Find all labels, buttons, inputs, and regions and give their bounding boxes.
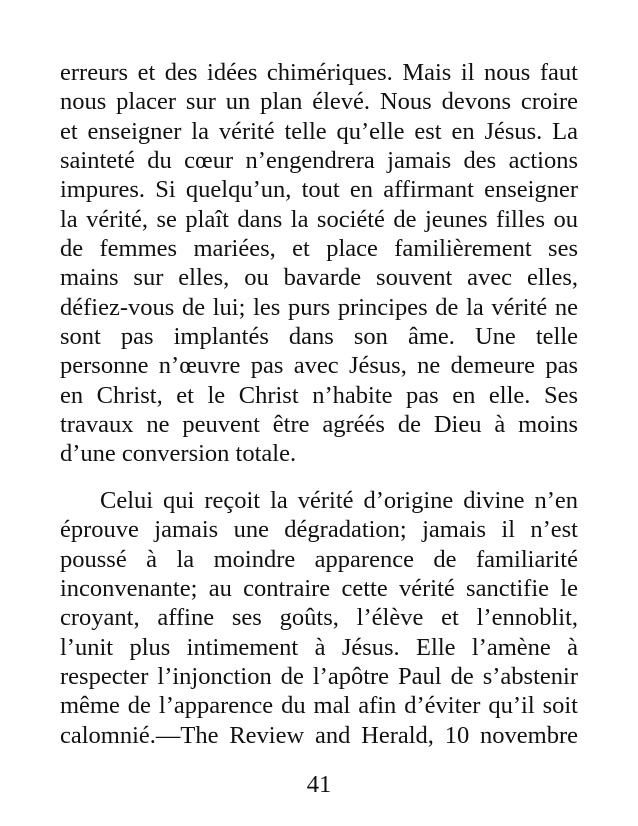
text-line: d’une conversion totale. bbox=[60, 440, 297, 468]
text-line: nous placer sur un plan élevé. Nous devons croire bbox=[60, 88, 578, 116]
text-line: sont pas implantés dans son âme. Une telle bbox=[60, 323, 578, 351]
text-line: poussé à la moindre apparence de familiarité bbox=[60, 545, 578, 573]
text-line: même de l’apparence du mal afin d’éviter qu’il soit bbox=[60, 692, 578, 720]
text-line: respecter l’injonction de l’apôtre Paul de s’abstenir bbox=[60, 662, 578, 690]
text-line: en Christ, et le Christ n’habite pas en elle. Ses bbox=[60, 381, 578, 409]
text-line: Celui qui reçoit la vérité d’origine divine n’en bbox=[100, 486, 578, 514]
text-line: de femmes mariées, et place familièrement ses bbox=[60, 235, 578, 263]
text-line: et enseigner la vérité telle qu’elle est en Jésus. La bbox=[60, 117, 578, 145]
text-line: erreurs et des idées chimériques. Mais il nous faut bbox=[60, 59, 578, 86]
text-line: l’unit plus intimement à Jésus. Elle l’amène à bbox=[60, 633, 578, 661]
page-text-body bbox=[60, 58, 578, 750]
page-number: 41 bbox=[306, 771, 332, 798]
text-line: impures. Si quelqu’un, tout en affirmant enseigner bbox=[60, 176, 578, 204]
paragraph-2 bbox=[60, 486, 578, 750]
paragraph-1 bbox=[60, 58, 578, 469]
text-line: personne n’œuvre pas avec Jésus, ne demeure pas bbox=[60, 352, 578, 380]
text-line: mains sur elles, ou bavarde souvent avec elles, bbox=[60, 264, 578, 292]
text-line: inconvenante; au contraire cette vérité sanctifie le bbox=[60, 574, 578, 602]
text-line: éprouve jamais une dégradation; jamais il n’est bbox=[60, 516, 578, 544]
text-line: défiez-vous de lui; les purs principes de la vérité ne bbox=[60, 293, 578, 321]
text-line: calomnié.—The Review and Herald, 10 novembre bbox=[60, 721, 578, 749]
text-line: la vérité, se plaît dans la société de jeunes filles ou bbox=[60, 205, 578, 233]
text-line: sainteté du cœur n’engendrera jamais des actions bbox=[60, 147, 578, 175]
text-line: croyant, affine ses goûts, l’élève et l’ennoblit, bbox=[60, 604, 578, 632]
text-line: travaux ne peuvent être agréés de Dieu à moins bbox=[60, 411, 578, 439]
